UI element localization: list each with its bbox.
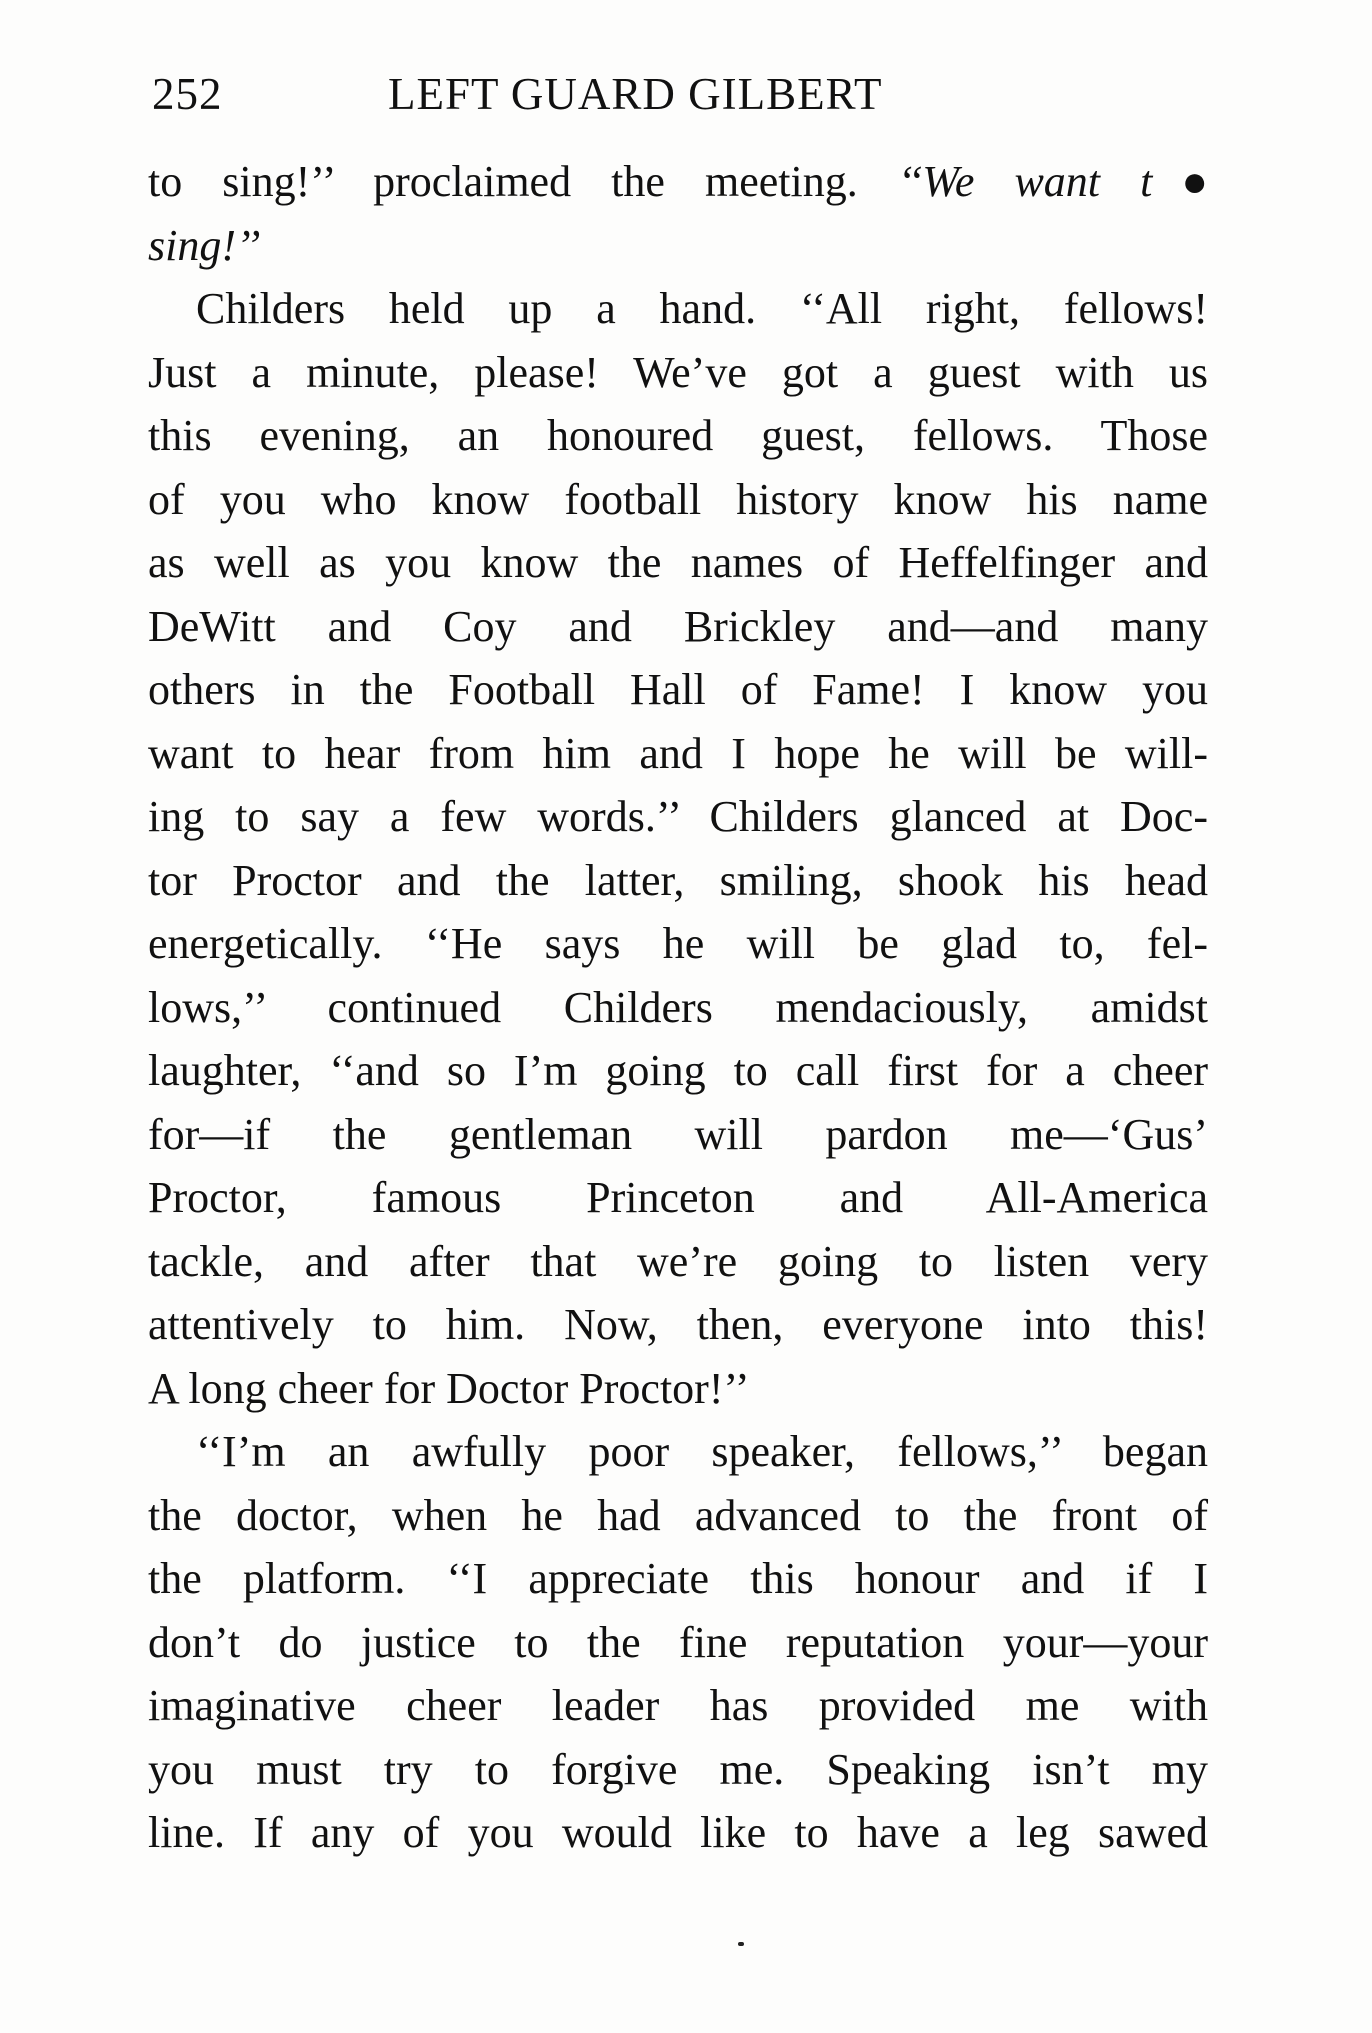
page-number: 252 [152, 69, 223, 119]
text-line: tor Proctor and the latter, smiling, shook his head [148, 855, 1208, 905]
text-line: others in the Football Hall of Fame! I know you [148, 665, 1208, 714]
text-line: want to hear from him and I hope he will be will- [148, 728, 1208, 778]
text-line: line. If any of you would like to have a leg sawed [148, 1808, 1208, 1857]
text-line: tackle, and after that we’re going to listen very [148, 1236, 1208, 1286]
text-line: the platform. ‘‘I appreciate this honour and if I [148, 1554, 1208, 1603]
body-text [148, 150, 1208, 1865]
text-line: the doctor, when he had advanced to the front of [148, 1490, 1208, 1540]
text-line: Childers held up a hand. ‘‘All right, fellows! [196, 284, 1208, 333]
text-line: don’t do justice to the fine reputation your—your [148, 1617, 1208, 1667]
ink-speck [738, 1942, 744, 1946]
text-line: A long cheer for Doctor Proctor!’’ [148, 1363, 750, 1413]
page-header [152, 64, 1212, 124]
text-line: Proctor, famous Princeton and All-America [148, 1173, 1208, 1222]
text-line: this evening, an honoured guest, fellows. Those [148, 411, 1208, 460]
text-line: ‘‘I’m an awfully poor speaker, fellows,’’ began [196, 1427, 1208, 1476]
text-line: DeWitt and Coy and Brickley and—and many [148, 601, 1208, 651]
text-line: you must try to forgive me. Speaking isn’t my [148, 1744, 1208, 1794]
text-line: attentively to him. Now, then, everyone into this! [148, 1300, 1208, 1349]
text-line: laughter, ‘‘and so I’m going to call first for a cheer [148, 1046, 1208, 1095]
text-line: ing to say a few words.’’ Childers glanced at Doc- [148, 792, 1208, 841]
text-line: as well as you know the names of Heffelfinger and [148, 538, 1208, 587]
text-line: of you who know football history know his name [148, 474, 1208, 524]
text-line: Just a minute, please! We’ve got a guest with us [148, 347, 1208, 397]
text-line: sing!’’ [148, 220, 261, 270]
text-line: to sing!’’ proclaimed the meeting. ‘‘We want t● [148, 157, 1208, 206]
text-line: for—if the gentleman will pardon me—‘Gus’ [148, 1109, 1208, 1159]
running-title: LEFT GUARD GILBERT [388, 69, 883, 119]
text-line: imaginative cheer leader has provided me with [148, 1681, 1208, 1730]
text-line: energetically. ‘‘He says he will be glad to, fel- [148, 919, 1208, 968]
text-line: lows,’’ continued Childers mendaciously, amidst [148, 982, 1208, 1032]
